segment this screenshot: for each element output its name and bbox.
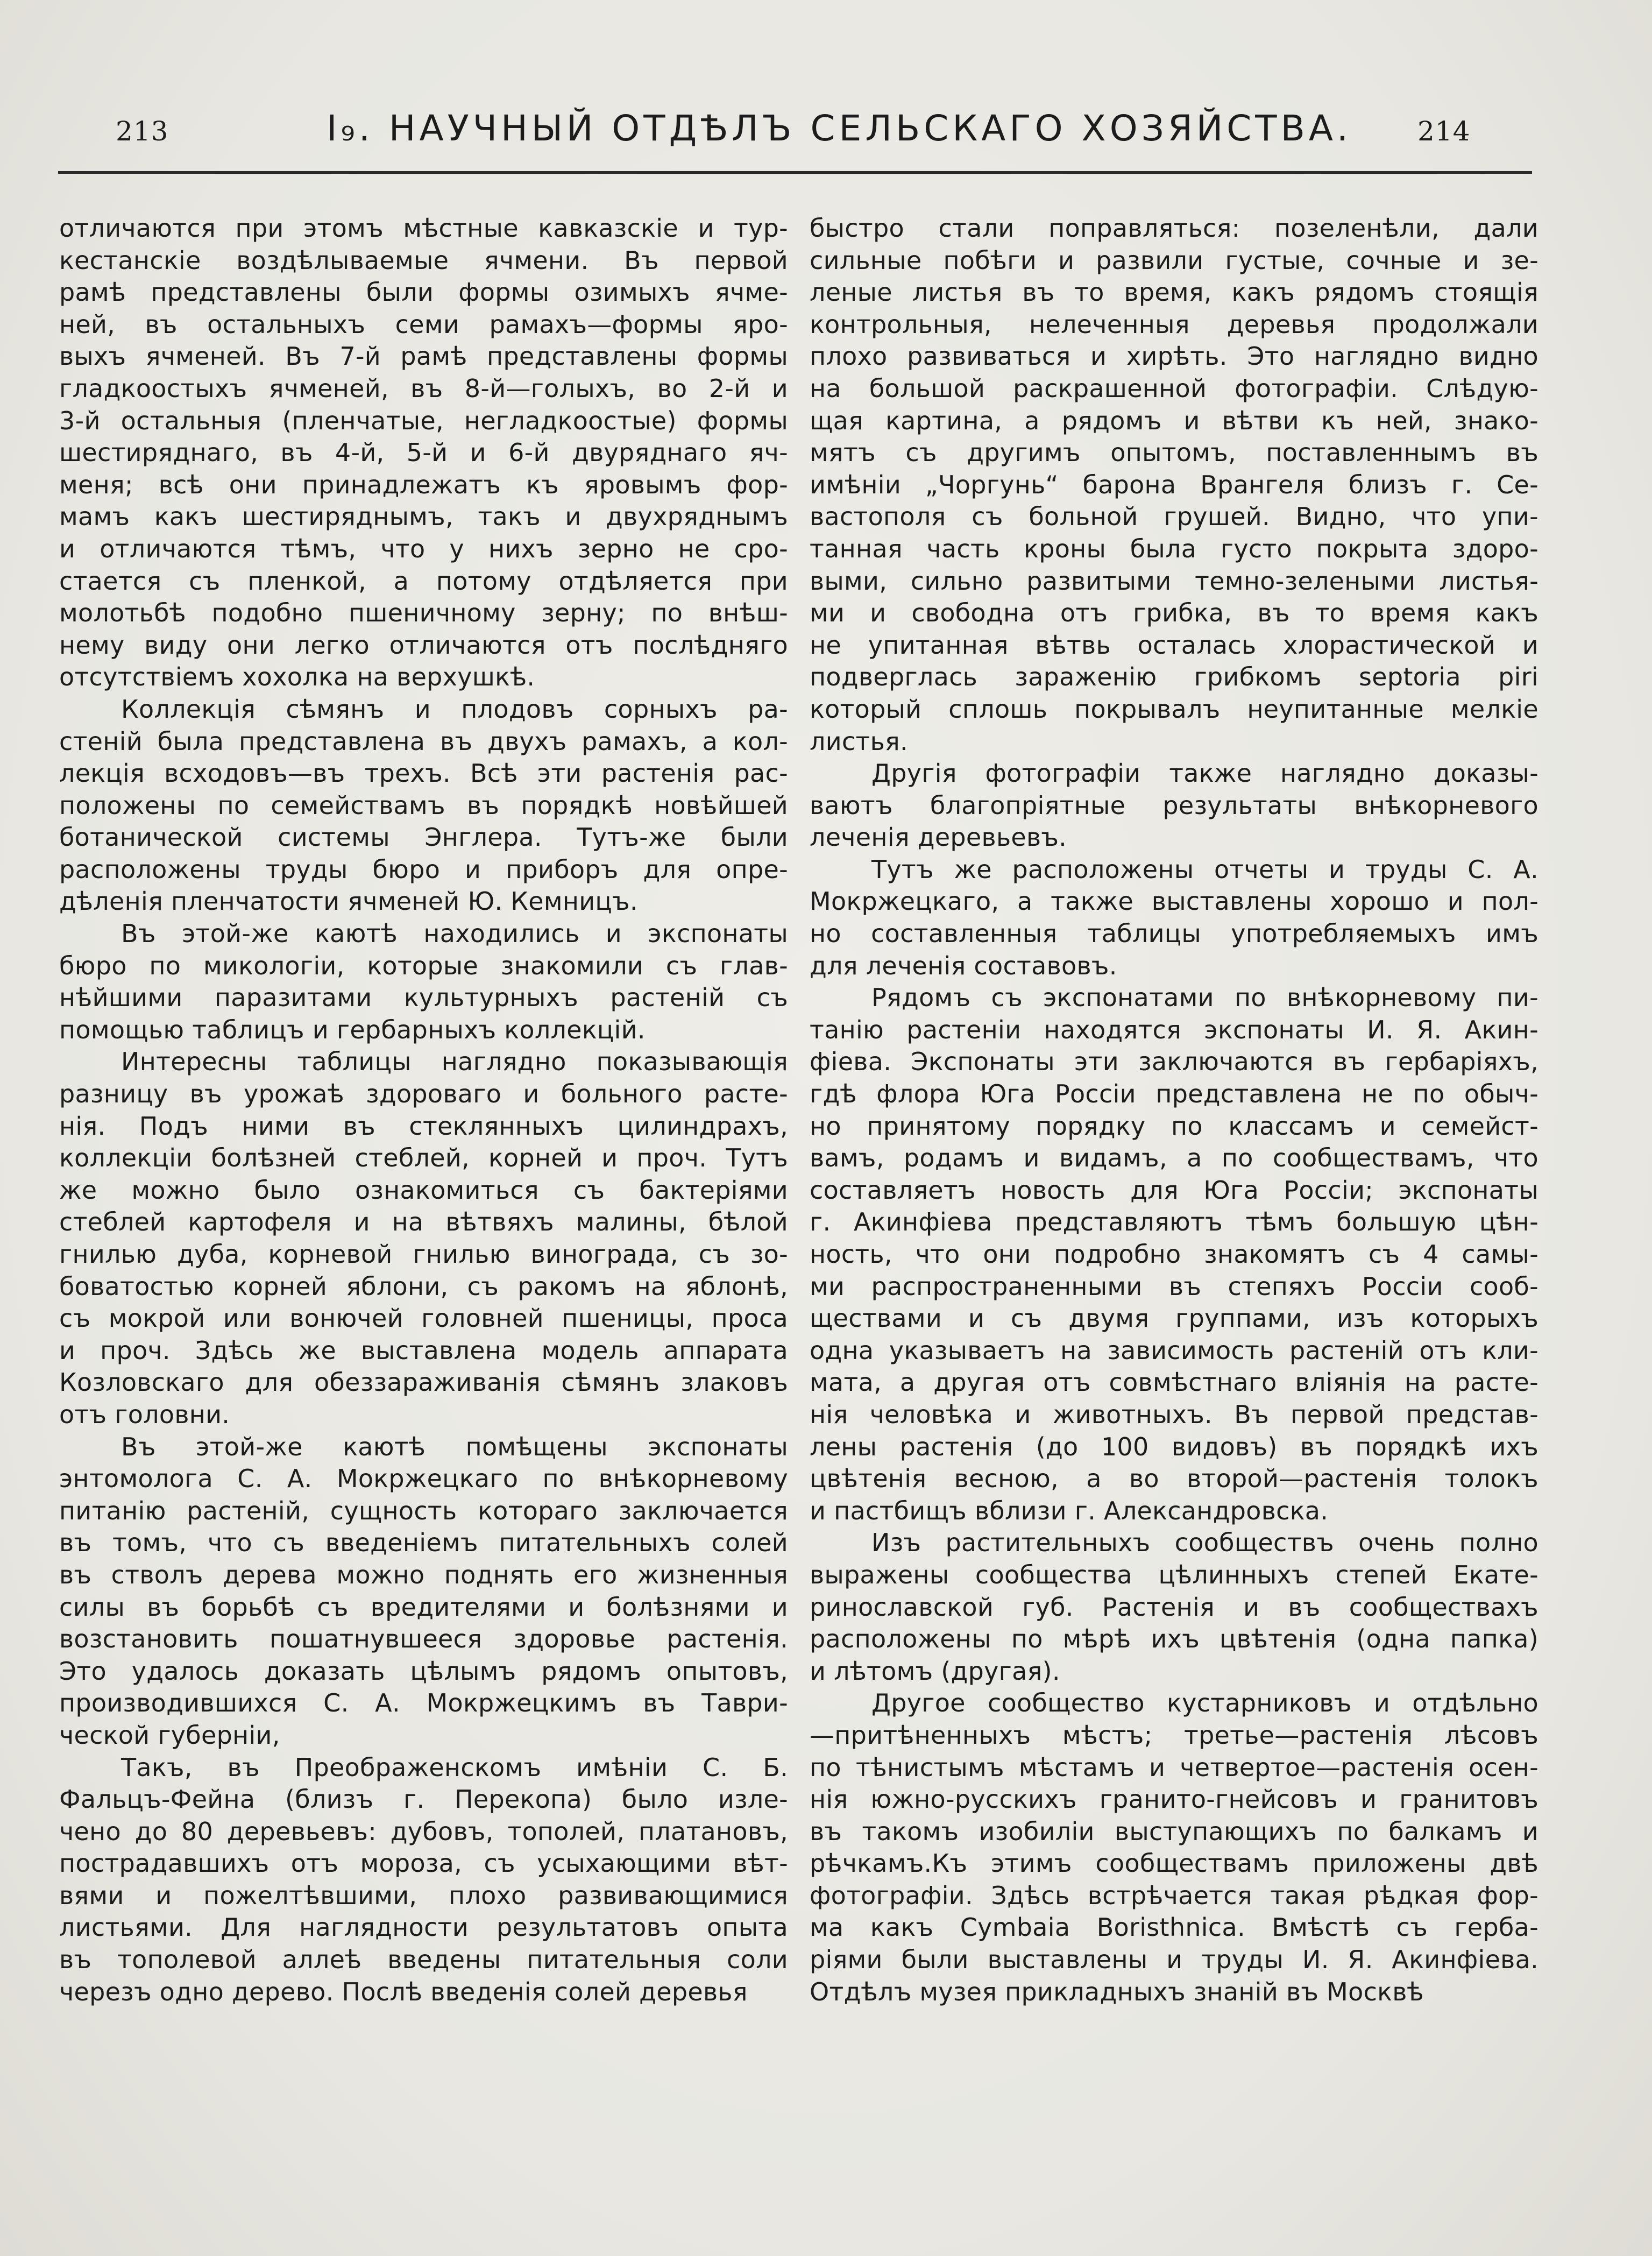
text-line: имѣніи „Чоргунь“ барона Врангеля близъ г. Се- (810, 470, 1538, 499)
text-line: чено до 80 деревьевъ: дубовъ, тополей, платановъ, (59, 1816, 788, 1846)
text-line: фотографіи. Здѣсь встрѣчается такая рѣдкая фор- (810, 1880, 1538, 1910)
text-line: разницу въ урожаѣ здороваго и больного расте- (59, 1079, 788, 1109)
text-line: Въ этой-же каютѣ помѣщены экспонаты (121, 1432, 788, 1461)
text-line: и отличаются тѣмъ, что у нихъ зерно не сро- (59, 534, 788, 563)
text-line: леные листья въ то время, какъ рядомъ стоящія (810, 278, 1538, 307)
text-line: Рядомъ съ экспонатами по внѣкорневому пи- (871, 983, 1538, 1013)
text-line: ность, что они подробно знакомятъ съ 4 самы- (810, 1240, 1538, 1269)
text-line: Изъ растительныхъ сообществъ очень полно (871, 1528, 1538, 1558)
text-line: нѣйшими паразитами культурныхъ растеній съ (59, 983, 788, 1013)
text-line: цвѣтенія весною, а во второй—растенія толокъ (810, 1464, 1538, 1494)
text-line: но принятому порядку по классамъ и семейст- (810, 1111, 1538, 1141)
text-line: и проч. Здѣсь же выставлена модель аппарата (59, 1335, 788, 1365)
text-line: Фальцъ-Фейна (близъ г. Перекопа) было изле- (59, 1785, 788, 1814)
text-line: энтомолога С. А. Мокржецкаго по внѣкорневому (59, 1464, 788, 1494)
text-line: который сплошь покрывалъ неупитанные мелкіе (810, 694, 1538, 724)
text-line: стеній была представлена въ двухъ рамахъ, а кол- (59, 726, 788, 756)
text-line: Такъ, въ Преображенскомъ имѣніи С. Б. (121, 1752, 788, 1782)
page-number-right: 214 (1417, 116, 1471, 147)
text-line: Мокржецкаго, а также выставлены хорошо и пол- (810, 887, 1538, 916)
running-title: I₉. НАУЧНЫЙ ОТДѢЛЪ СЕЛЬСКАГО ХОЗЯЙСТВА. (326, 108, 1352, 149)
text-line: ми распространенными въ степяхъ Россіи сооб- (810, 1271, 1538, 1301)
text-line: Другія фотографіи также наглядно доказы- (871, 759, 1538, 788)
text-line: Интересны таблицы наглядно показывающія (121, 1047, 788, 1077)
text-line: въ томъ, что съ введеніемъ питательныхъ солей (59, 1528, 788, 1558)
text-line: сильные побѣги и развили густые, сочные и зе- (810, 245, 1538, 275)
text-line: танію растеніи находятся экспонаты И. Я. Акин- (810, 1015, 1538, 1044)
text-line: вастополя съ больной грушей. Видно, что упи- (810, 502, 1538, 532)
text-line: Коллекція сѣмянъ и плодовъ сорныхъ ра- (121, 694, 788, 724)
text-line: ботанической системы Энглера. Тутъ-же были (59, 823, 788, 852)
text-line: Это удалось доказать цѣлымъ рядомъ опытовъ, (59, 1656, 788, 1686)
text-line: выражены сообщества цѣлинныхъ степей Екате- (810, 1560, 1538, 1589)
text-line: кестанскіе воздѣлываемые ячмени. Въ первой (59, 245, 788, 275)
text-line: дѣленія пленчатости ячменей Ю. Кемницъ. (59, 887, 638, 916)
text-line: одна указываетъ на зависимость растеній отъ кли- (810, 1335, 1538, 1365)
text-line: стается съ пленкой, а потому отдѣляется при (59, 566, 788, 596)
text-line: силы въ борьбѣ съ вредителями и болѣзнями и (59, 1592, 788, 1622)
text-line: помощью таблицъ и гербарныхъ коллекцій. (59, 1015, 646, 1044)
text-line: ней, въ остальныхъ семи рамахъ—формы яро- (59, 309, 788, 339)
text-line: вамъ, родамъ и видамъ, а по сообществамъ, что (810, 1143, 1538, 1173)
text-line: 3-й остальныя (пленчатые, негладкоостые) формы (59, 406, 788, 435)
page-number-left: 213 (116, 116, 169, 147)
text-line: стеблей картофеля и на вѣтвяхъ малины, бѣлой (59, 1207, 788, 1237)
text-line: питанію растеній, сущность котораго заключается (59, 1496, 788, 1525)
text-line: рѣчкамъ.Къ этимъ сообществамъ приложены двѣ (810, 1849, 1538, 1878)
text-line: Въ этой-же каютѣ находились и экспонаты (121, 919, 788, 949)
text-line: положены по семействамъ въ порядкѣ новѣйшей (59, 790, 788, 820)
text-line: ваютъ благопріятные результаты внѣкорневого (810, 790, 1538, 820)
text-line: не упитанная вѣтвь осталась хлорастической и (810, 630, 1538, 660)
text-line: на большой раскрашенной фотографіи. Слѣдую- (810, 373, 1538, 403)
text-line: гладкоостыхъ ячменей, въ 8-й—голыхъ, во 2-й и (59, 373, 788, 403)
text-line: расположены по мѣрѣ ихъ цвѣтенія (одна папка) (810, 1624, 1538, 1654)
text-line: въ такомъ изобиліи выступающихъ по балкамъ и (810, 1816, 1538, 1846)
text-line: подверглась зараженію грибкомъ septoria piri (810, 662, 1538, 692)
header-rule (58, 171, 1532, 174)
text-line: боватостью корней яблони, съ ракомъ на яблонѣ, (59, 1271, 788, 1301)
text-line: ма какъ Cymbaia Boristhnica. Вмѣстѣ съ герба- (810, 1913, 1538, 1942)
text-line: и пастбищъ вблизи г. Александровска. (810, 1496, 1329, 1525)
text-line: и лѣтомъ (другая). (810, 1656, 1060, 1686)
text-line: ринославской губ. Растенія и въ сообществахъ (810, 1592, 1538, 1622)
text-line: отличаются при этомъ мѣстные кавказскіе и тур- (59, 214, 788, 243)
text-line: черезъ одно дерево. Послѣ введенія солей деревья (59, 1977, 748, 2006)
text-line: леченія деревьевъ. (810, 823, 1067, 852)
text-line: бюро по микологіи, которые знакомили съ глав- (59, 951, 788, 980)
text-line: расположены труды бюро и приборъ для опре- (59, 854, 788, 884)
text-line: нія. Подъ ними въ стеклянныхъ цилиндрахъ, (59, 1111, 788, 1141)
text-line: нія южно-русскихъ гранито-гнейсовъ и гранитовъ (810, 1785, 1538, 1814)
text-line: производившихся С. А. Мокржецкимъ въ Таври- (59, 1688, 788, 1718)
text-line: лены растенія (до 100 видовъ) въ порядкѣ ихъ (810, 1432, 1538, 1461)
text-line: но составленныя таблицы употребляемыхъ имъ (810, 919, 1538, 949)
text-line: составляетъ новость для Юга Россіи; экспонаты (810, 1175, 1538, 1205)
text-line: гнилью дуба, корневой гнилью винограда, съ зо- (59, 1240, 788, 1269)
text-line: отъ головни. (59, 1399, 230, 1429)
text-line: выми, сильно развитыми темно-зелеными листья- (810, 566, 1538, 596)
text-line: г. Акинфіева представляютъ тѣмъ большую цѣн- (810, 1207, 1538, 1237)
text-line: выхъ ячменей. Въ 7-й рамѣ представлены формы (59, 342, 788, 371)
text-line: лекція всходовъ—въ трехъ. Всѣ эти растенія рас- (59, 759, 788, 788)
text-line: ми и свободна отъ грибка, въ то время какъ (810, 598, 1538, 628)
text-line: мятъ съ другимъ опытомъ, поставленнымъ въ (810, 438, 1538, 468)
text-line: мата, а другая отъ совмѣстнаго вліянія на расте- (810, 1368, 1538, 1397)
text-line: листья. (810, 726, 908, 756)
text-line: для леченія составовъ. (810, 951, 1117, 980)
text-line: плохо развиваться и хирѣть. Это наглядно видно (810, 342, 1538, 371)
text-line: молотьбѣ подобно пшеничному зерну; по внѣш- (59, 598, 788, 628)
text-line: Тутъ же расположены отчеты и труды С. А. (871, 854, 1538, 884)
left-column (59, 213, 788, 2008)
text-line: нія человѣка и животныхъ. Въ первой представ- (810, 1399, 1538, 1429)
text-line: Другое сообщество кустарниковъ и отдѣльно (871, 1688, 1538, 1718)
text-line: контрольныя, нелеченныя деревья продолжали (810, 309, 1538, 339)
text-line: танная часть кроны была густо покрыта здоро- (810, 534, 1538, 563)
text-line: гдѣ флора Юга Россіи представлена не по обыч- (810, 1079, 1538, 1109)
text-line: съ мокрой или вонючей головней пшеницы, проса (59, 1304, 788, 1333)
text-line: коллекціи болѣзней стеблей, корней и проч. Тутъ (59, 1143, 788, 1173)
text-line: ческой губерніи, (59, 1720, 280, 1750)
right-column (810, 213, 1538, 2008)
text-line: вями и пожелтѣвшими, плохо развивающимися (59, 1880, 788, 1910)
text-line: фіева. Экспонаты эти заключаются въ гербаріяхъ, (810, 1047, 1538, 1077)
text-line: въ тополевой аллеѣ введены питательныя соли (59, 1945, 788, 1975)
text-line: шестиряднаго, въ 4-й, 5-й и 6-й двуряднаго яч- (59, 438, 788, 468)
text-line: рамѣ представлены были формы озимыхъ ячме- (59, 278, 788, 307)
text-line: отсутствіемъ хохолка на верхушкѣ. (59, 662, 535, 692)
text-line: —притѣненныхъ мѣстъ; третье—растенія лѣсовъ (810, 1720, 1538, 1750)
text-line: пострадавшихъ отъ мороза, съ усыхающими вѣт- (59, 1849, 788, 1878)
text-line: Козловскаго для обеззараживанія сѣмянъ злаковъ (59, 1368, 788, 1397)
text-line: щая картина, а рядомъ и вѣтви къ ней, знако- (810, 406, 1538, 435)
text-line: возстановить пошатнувшееся здоровье растенія. (59, 1624, 788, 1654)
text-line: мамъ какъ шестиряднымъ, такъ и двухряднымъ (59, 502, 788, 532)
text-line: по тѣнистымъ мѣстамъ и четвертое—растенія осен- (810, 1752, 1538, 1782)
text-line: нему виду они легко отличаются отъ послѣдняго (59, 630, 788, 660)
text-line: ріями были выставлены и труды И. Я. Акинфіева. (810, 1945, 1538, 1975)
text-line: листьями. Для наглядности результатовъ опыта (59, 1913, 788, 1942)
text-line: же можно было ознакомиться съ бактеріями (59, 1175, 788, 1205)
text-line: ществами и съ двумя группами, изъ которыхъ (810, 1304, 1538, 1333)
text-line: быстро стали поправляться: позеленѣли, дали (810, 214, 1538, 243)
text-line: Отдѣлъ музея прикладныхъ знаній въ Москвѣ (810, 1977, 1424, 2006)
text-line: меня; всѣ они принадлежатъ къ яровымъ фор- (59, 470, 788, 499)
text-line: въ стволъ дерева можно поднять его жизненныя (59, 1560, 788, 1589)
